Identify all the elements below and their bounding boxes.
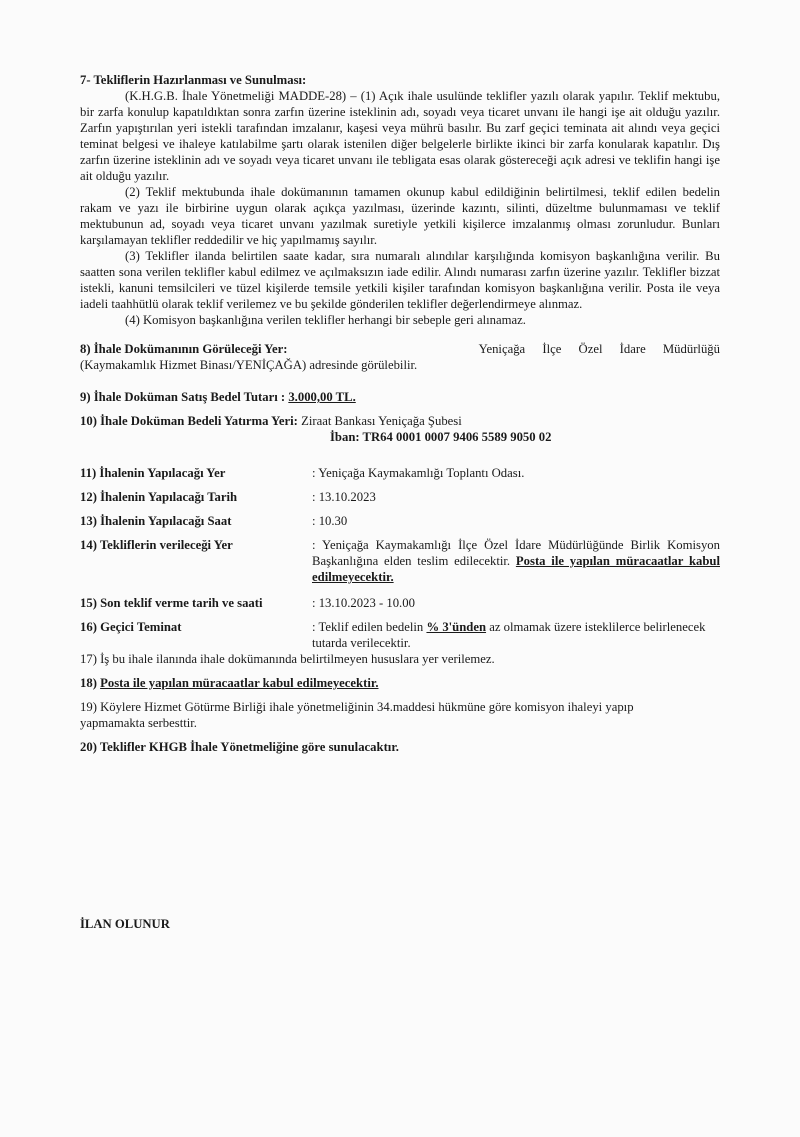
section-8-value-b: (Kaymakamlık Hizmet Binası/YENİÇAĞA) adresinde görülebilir.: [80, 358, 418, 372]
section-10: [80, 413, 720, 429]
section-10-label: 10) İhale Doküman Bedeli Yatırma Yeri:: [80, 414, 298, 428]
row-12-value: : 13.10.2023: [312, 490, 376, 504]
row-14-label: 14) Tekliflerin verileceği Yer: [80, 538, 233, 552]
closing-statement: İLAN OLUNUR: [80, 917, 170, 931]
row-13-label: 13) İhalenin Yapılacağı Saat: [80, 514, 232, 528]
row-15: [80, 595, 720, 611]
row-11: [80, 465, 720, 481]
row-11-label: 11) İhalenin Yapılacağı Yer: [80, 466, 226, 480]
section-18: [80, 675, 720, 691]
section-8-line-1: [80, 341, 720, 357]
row-16-emphasis: % 3'ünden: [426, 620, 487, 634]
section-7-paragraph-3: (3) Teklifler ilanda belirtilen saate kadar, sıra numaralı alındılar karşılığında komisyon başkanlığına verilir. Bu saatten sona verilen teklifler kabul edilmez ve açılmaksızın iade edilir. Alındı numarası zarfın üzerine yazılır. Teklifler bizzat istekli, kanuni temsilcileri ve tüzel kişilerde temsile yetkili kişiler tarafından komisyon başkanlığına verilir. Posta ile veya iadeli taahhütlü olarak teklif verilemez ve bu şekilde gönderilen teklifler değerlendirmeye alınmaz.: [80, 249, 720, 311]
section-10-value: Ziraat Bankası Yeniçağa Şubesi: [301, 414, 462, 428]
row-12-label: 12) İhalenin Yapılacağı Tarih: [80, 490, 238, 504]
row-16-label: 16) Geçici Teminat: [80, 620, 182, 634]
row-14-value: [312, 537, 720, 585]
section-7-paragraph-1: (K.H.G.B. İhale Yönetmeliği MADDE-28) – (1) Açık ihale usulünde teklifler yazılı olarak yapılır. Teklif mektubu, bir zarfa konulup kapatıldıktan sonra zarfın üzerine isteklinin adı, soyadı veya ticaret unvanı ile hangi işe ait olduğu yazılır. Zarfın yapıştırılan yeri istekli tarafından imzalanır, kaşesi veya mührü basılır. Bu zarf geçici teminata ait alındı veya geçici teminat belgesi ve ihaleye katılabilme şartı olarak istenilen diğer belgelerle birlikte ikinci bir zarfa konularak kapatılır. Dış zarfın üzerine isteklinin adı ve soyadı veya ticaret unvanı ile tebligata esas olarak göstereceği açık adresi ve teklifin hangi işe ait olduğu yazılır.: [80, 89, 720, 183]
row-15-value: : 13.10.2023 - 10.00: [312, 596, 415, 610]
section-7-title: 7- Tekliflerin Hazırlanması ve Sunulması:: [80, 73, 307, 87]
section-7-paragraph-2: (2) Teklif mektubunda ihale dokümanının tamamen okunup kabul edildiğinin belirtilmesi, teklif edilen bedelin rakam ve yazı ile birbirine uygun olarak açıkça yazılması, üzerinde kazıntı, silinti, düzeltme bulunmaması ve teklif mektubunun ad, soyadı veya ticaret unvanı yazılmak suretiyle yetkili kişilerce imzalanmış olması zorunludur. Bunları karşılamayan teklifler reddedilir ve hiç yapılmamış sayılır.: [80, 185, 720, 247]
section-19: 19) Köylere Hizmet Götürme Birliği ihale yönetmeliğinin 34.maddesi hükmüne göre komisyon ihaleyi yapıp yapmamakta serbesttir.: [80, 700, 634, 730]
row-16-value-b: az olmamak üzere isteklilerce belirlenecek tutarda verilecektir.: [312, 620, 706, 650]
section-9: [80, 389, 720, 405]
section-18-number: 18): [80, 676, 97, 690]
row-13-value: : 10.30: [312, 514, 348, 528]
row-14: [80, 537, 720, 585]
row-14-emphasis: Posta ile yapılan müracaatlar kabul edilmeyecektir.: [312, 554, 720, 584]
section-8-label: 8) İhale Dokümanının Görüleceği Yer:: [80, 342, 288, 356]
iban-number: İban: TR64 0001 0007 9406 5589 9050 02: [330, 430, 552, 444]
row-14-value-text: : Yeniçağa Kaymakamlığı İlçe Özel İdare Müdürlüğünde Birlik Komisyon Başkanlığına elden teslim edilecektir.: [312, 538, 720, 568]
section-8-value-a: Yeniçağa İlçe Özel İdare Müdürlüğü: [478, 342, 720, 356]
row-11-value: : Yeniçağa Kaymakamlığı Toplantı Odası.: [312, 466, 525, 480]
row-16-value: [312, 619, 720, 651]
document-body: [80, 72, 720, 755]
section-18-text: Posta ile yapılan müracaatlar kabul edilmeyecektir.: [100, 676, 379, 690]
section-17: 17) İş bu ihale ilanında ihale dokümanında belirtilmeyen hususlara yer verilemez.: [80, 652, 495, 666]
row-13: [80, 513, 720, 529]
section-20: 20) Teklifler KHGB İhale Yönetmeliğine göre sunulacaktır.: [80, 740, 399, 754]
row-16: [80, 619, 720, 651]
row-15-label: 15) Son teklif verme tarih ve saati: [80, 596, 263, 610]
row-16-value-a: : Teklif edilen bedelin: [312, 620, 424, 634]
section-9-label: 9) İhale Doküman Satış Bedel Tutarı :: [80, 390, 286, 404]
row-12: [80, 489, 720, 505]
section-7-paragraph-4: (4) Komisyon başkanlığına verilen teklifler herhangi bir sebeple geri alınamaz.: [125, 313, 526, 327]
section-9-value: 3.000,00 TL.: [288, 390, 356, 404]
